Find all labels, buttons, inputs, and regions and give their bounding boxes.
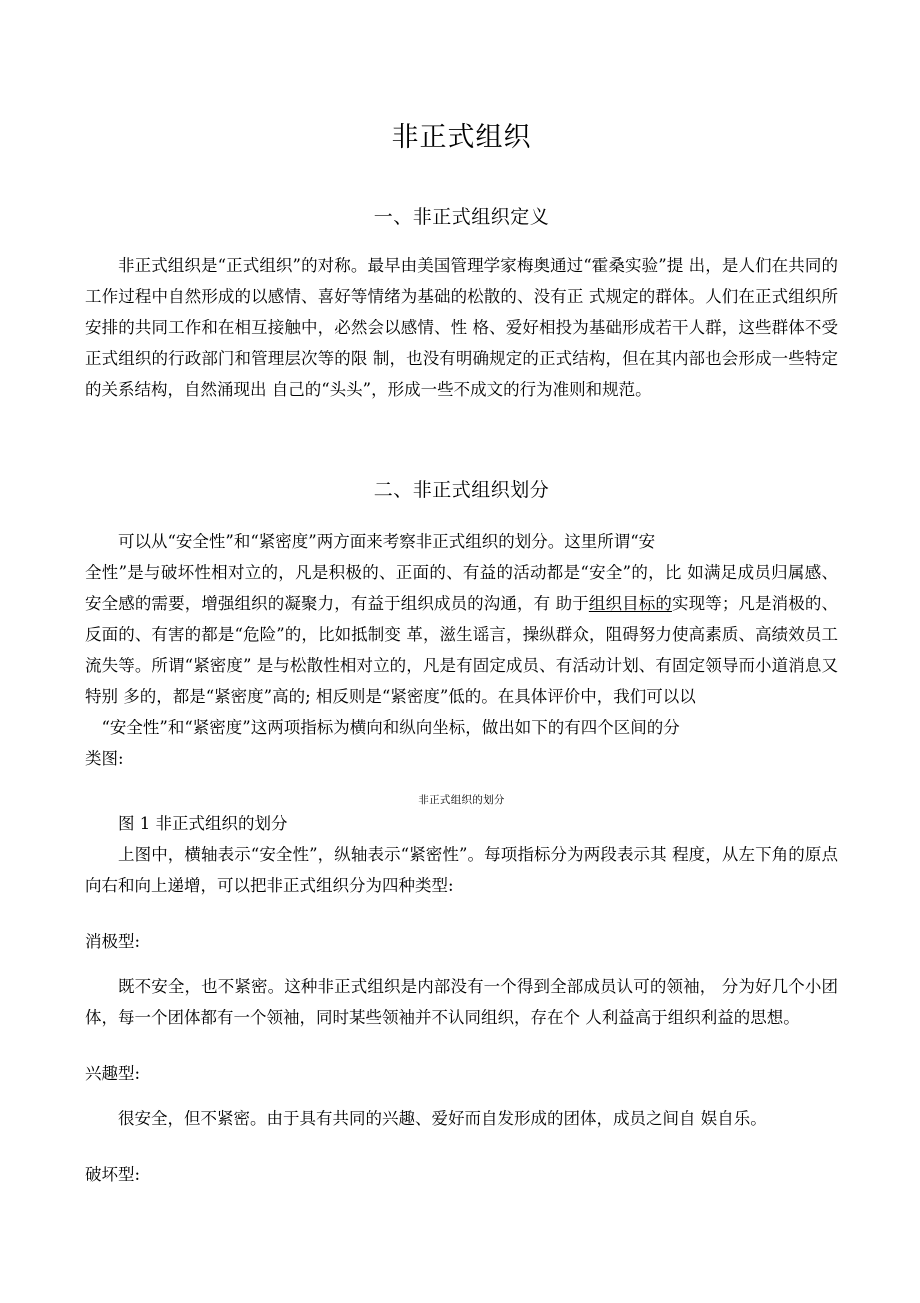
figure-inner-caption: 非正式组织的划分 (418, 793, 505, 806)
underlined-term-organizational-goal[interactable]: 组织目标的 (588, 593, 672, 613)
document-content (85, 0, 838, 1190)
paragraph-definition: 非正式组织是“正式组织”的对称。最早由美国管理学家梅奥通过“霍桑实验”提 出，是人们在共同的工作过程中自然形成的以感情、喜好等情绪为基础的松散的、没有正 式规定的群体。人们在正式组织所安排的共同工作和在相互接触中，必然会以感情、性 格、爱好相投为基础形成若干人群，这些群体不受正式组织的行政部门和管理层次等的限 制，也没有明确规定的正式结构，但在其内部也会形成一些特定的关系结构，自然涌现出 自己的“头头”，形成一些不成文的行为准则和规范。 (85, 256, 838, 400)
page-title: 非正式组织 (391, 122, 532, 153)
type-label-destructive: 破坏型: (85, 1164, 141, 1184)
paragraph-after-figure: 上图中，横轴表示“安全性”，纵轴表示“紧密性”。每项指标分为两段表示其 程度，从左下角的原点向右和向上递增，可以把非正式组织分为四种类型: (85, 844, 838, 895)
type-label-interest: 兴趣型: (85, 1063, 141, 1083)
paragraph-division-line-axes: “安全性”和“紧密度”这两项指标为横向和纵向坐标，做出如下的有四个区间的分 (101, 717, 680, 737)
paragraph-division-text-pre: 全性”是与破坏性相对立的，凡是积极的、正面的、有益的活动都是“安全”的，比 如满足成员归属感、安全感的需要，增强组织的凝聚力，有益于组织成员的沟通，有 助于 (85, 562, 838, 613)
paragraph-type-negative: 既不安全，也不紧密。这种非正式组织是内部没有一个得到全部成员认可的领袖， 分为好几个小团体，每一个团体都有一个领袖，同时某些领袖并不认同组织，存在个 人利益高于组织利益的思想。 (85, 976, 838, 1027)
paragraph-division-line-classdiagram: 类图: (85, 748, 124, 768)
paragraph-division-body (85, 557, 838, 712)
section-heading-division: 二、非正式组织划分 (373, 479, 550, 502)
paragraph-division-text-post: 实现等；凡是消极的、反面的、有害的都是“危险”的，比如抵制变 革，滋生谣言，操纵群众，阻碍努力使高素质、高绩效员工流失等。所谓“紧密度” 是与松散性相对立的，凡是有固定成员、有活动计划、有固定领导而小道消息又特别 多的，都是“紧密度”高的; 相反则是“紧密度”低的。在具体评价中，我们可以以 (85, 593, 839, 706)
type-label-negative: 消极型: (85, 931, 141, 951)
paragraph-division-line1: 可以从“安全性”和“紧密度”两方面来考察非正式组织的划分。这里所谓“安 (118, 531, 656, 551)
paragraph-type-interest: 很安全，但不紧密。由于具有共同的兴趣、爱好而自发形成的团体，成员之间自 娱自乐。 (118, 1108, 767, 1128)
figure-label: 图 1 非正式组织的划分 (118, 813, 288, 833)
figure-container (85, 792, 838, 808)
section-heading-definition: 一、非正式组织定义 (373, 206, 550, 229)
